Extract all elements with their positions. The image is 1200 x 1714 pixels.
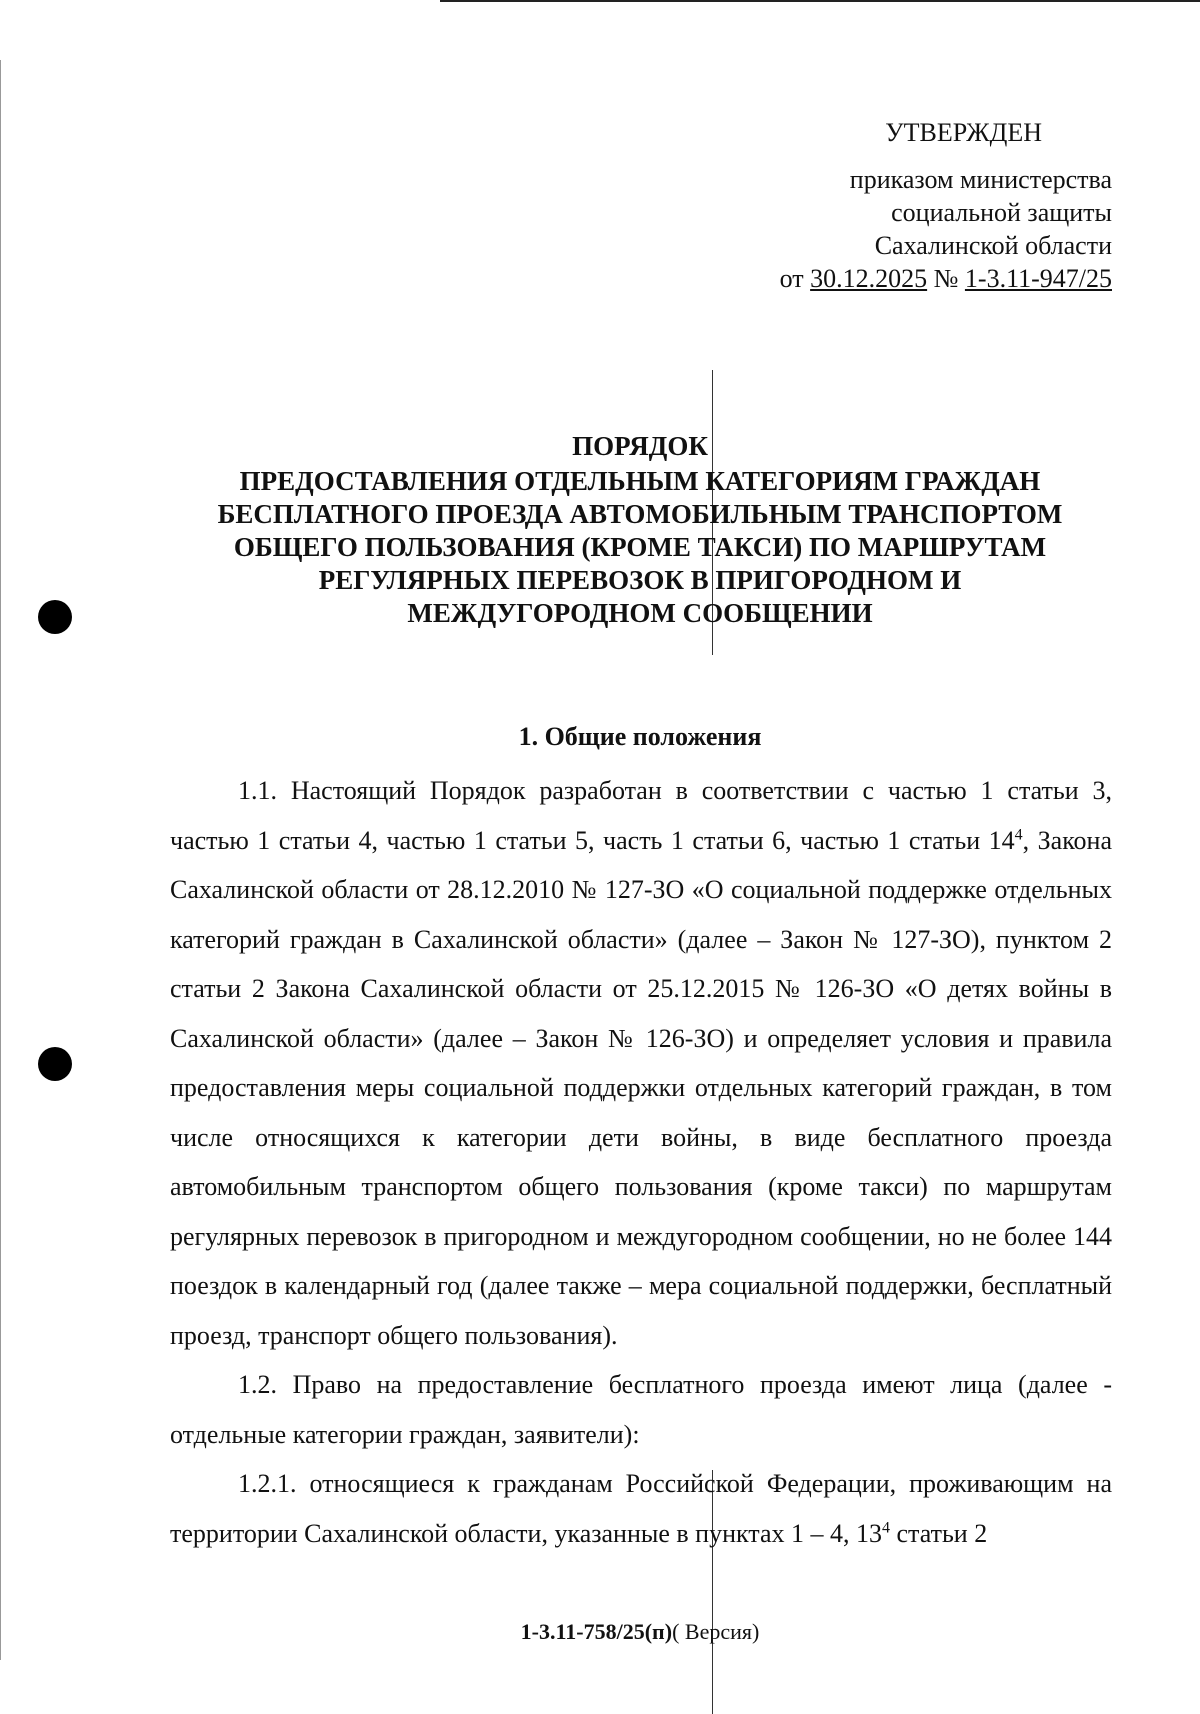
approval-line-2: социальной защиты	[891, 198, 1112, 227]
approved-label: УТВЕРЖДЕН	[885, 118, 1042, 147]
paragraph-1-1-text-b: , Закона Сахалинской области от 28.12.2010 № 127-ЗО «О социальной поддержке отдельных категорий граждан в Сахалинской области» (далее – Закон № 127-ЗО), пунктом 2 статьи 2 Закона Сахалинской области от 25.12.2015 № 126-ЗО «О детях войны в Сахалинской области» (далее – Закон № 126-ЗО) и определяет условия и правила предоставления меры социальной поддержки отдельных категорий граждан, в том числе относящихся к категории дети войны, в виде бесплатного проезда автомобильным транспортом общего пользования (кроме такси) по маршрутам регулярных перевозок в пригородном и междугородном сообщении, но не более 144 поездок в календарный год (далее также – мера социальной поддержки, бесплатный проезд, транспорт общего пользования).	[170, 825, 1112, 1350]
paragraph-1-2: 1.2. Право на предоставление бесплатного проезда имеют лица (далее - отдельные категории граждан, заявители):	[170, 1370, 1112, 1449]
order-number: 1-3.11-947/25	[964, 264, 1112, 293]
date-prefix: от	[779, 264, 804, 293]
approval-line-1: приказом министерства	[849, 165, 1112, 194]
superscript: 4	[1014, 825, 1023, 843]
title-line-3: ОБЩЕГО ПОЛЬЗОВАНИЯ (КРОМЕ ТАКСИ) ПО МАРШРУТАМ	[233, 532, 1047, 562]
punch-hole-lower	[38, 1047, 72, 1081]
footer-code: 1-3.11-758/25(п)	[520, 1619, 673, 1644]
approval-stamp-block	[692, 116, 1112, 295]
paragraph-1-2-1-text-a: 1.2.1. относящиеся к гражданам Российской Федерации, проживающим на территории Сахалинской области, указанные в пунктах 1 – 4, 13	[170, 1469, 1112, 1548]
title-line-1: ПРЕДОСТАВЛЕНИЯ ОТДЕЛЬНЫМ КАТЕГОРИЯМ ГРАЖДАН	[239, 466, 1041, 496]
paragraph-1-1	[170, 766, 1112, 1360]
approval-line-3: Сахалинской области	[874, 231, 1112, 260]
title-line-5: МЕЖДУГОРОДНОМ СООБЩЕНИИ	[407, 598, 873, 628]
order-date: 30.12.2025	[810, 264, 928, 293]
number-sign: №	[933, 264, 959, 293]
footer-document-code	[120, 1619, 1160, 1645]
left-edge-line	[0, 60, 1, 1660]
paragraph-1-2-1	[170, 1459, 1112, 1558]
footer-version: ( Версия)	[672, 1619, 760, 1644]
approval-date-line	[692, 262, 1112, 295]
top-edge-line	[440, 0, 1200, 2]
title-line-4: РЕГУЛЯРНЫХ ПЕРЕВОЗОК В ПРИГОРОДНОМ И	[318, 565, 962, 595]
paragraph-1-1-text-a: 1.1. Настоящий Порядок разработан в соответствии с частью 1 статьи 3, частью 1 статьи 4, частью 1 статьи 5, часть 1 статьи 6, частью 1 статьи 14	[170, 776, 1112, 855]
title-line-2: БЕСПЛАТНОГО ПРОЕЗДА АВТОМОБИЛЬНЫМ ТРАНСПОРТОМ	[217, 499, 1063, 529]
document-title	[120, 430, 1160, 630]
title-main: ПОРЯДОК	[572, 431, 708, 461]
section-body	[170, 766, 1112, 1558]
superscript: 4	[882, 1518, 890, 1536]
section-heading: 1. Общие положения	[518, 722, 762, 751]
paragraph-1-2-1-text-b: статьи 2	[890, 1518, 988, 1548]
punch-hole-upper	[38, 600, 72, 634]
